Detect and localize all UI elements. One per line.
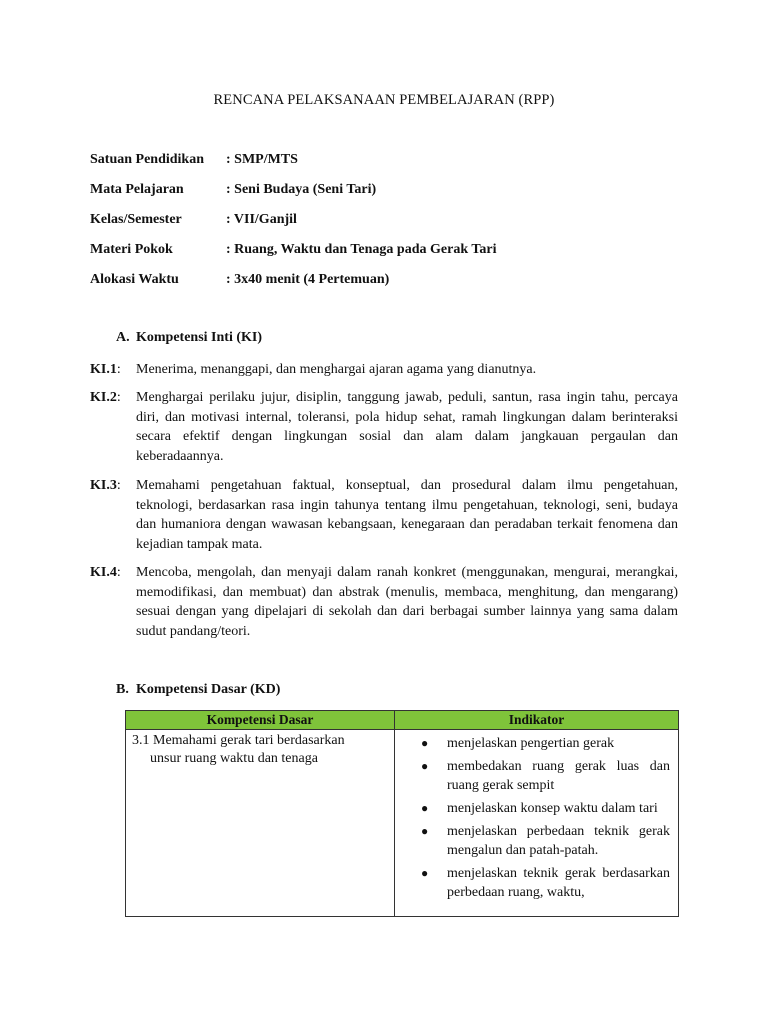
ki-text: Memahami pengetahuan faktual, konseptual, dan prosedural dalam ilmu pengetahuan, teknologi, berdasarkan rasa ingin tahunya tentang ilmu pengetahuan, teknologi, seni, budaya dan humaniora dengan wawasan kebangsaan, kenegaraan dan peradaban terkait fenomena dan kejadian tampak mata. [136,478,678,552]
meta-row-satuan [90,152,497,182]
meta-value: : Seni Budaya (Seni Tari) [226,182,377,197]
header-kompetensi-dasar: Kompetensi Dasar [126,711,395,730]
ki-item-3 [90,476,678,554]
indicator-list [395,730,678,902]
ki-text: Mencoba, mengolah, dan menyaji dalam ranah konkret (menggunakan, mengurai, merangkai, memodifikasi, dan membuat) dan abstrak (menulis, membaca, menghitung, dan mengarang) sesuai dengan yang dipelajari di sekolah dan dari berbagai sumber lainnya yang sama dalam sudut pandang/teori. [136,565,678,639]
section-title: Kompetensi Inti (KI) [136,330,262,345]
header-indikator: Indikator [395,711,679,730]
ki-text: Menerima, menanggapi, dan menghargai ajaran agama yang dianutnya. [136,362,537,377]
meta-row-materi [90,242,497,272]
bullet-icon: ● [421,866,429,880]
meta-label: Kelas/Semester [90,212,182,227]
ki-item-4 [90,563,678,641]
meta-label: Alokasi Waktu [90,272,179,287]
document-title: RENCANA PELAKSANAAN PEMBELAJARAN (RPP) [213,92,555,108]
section-letter: B. [116,682,129,697]
section-letter: A. [116,330,130,345]
kd-line-1: 3.1 Memahami gerak tari berdasarkan [132,733,345,748]
table-row [126,730,679,917]
section-a-heading [116,330,262,346]
ki-label: KI.1: [90,362,121,377]
list-item: ● menjelaskan teknik gerak berdasarkan perbedaan ruang, waktu, [421,866,670,900]
kd-table [125,710,679,917]
bullet-icon: ● [421,824,429,838]
list-item: ● menjelaskan pengertian gerak [421,736,615,751]
meta-value: : Ruang, Waktu dan Tenaga pada Gerak Tari [226,242,497,257]
ki-text: Menghargai perilaku jujur, disiplin, tanggung jawab, peduli, santun, rasa ingin tahu, percaya diri, dan motivasi internal, toleransi, pola hidup sehat, ramah lingkungan dalam berinteraksi secara efektif dengan lingkungan sosial dan alam dalam jangkauan pergaulan dan keberadaannya. [136,390,678,464]
bullet-icon: ● [421,759,429,773]
indicator-cell [395,730,679,917]
kd-line-2: unsur ruang waktu dan tenaga [150,751,318,766]
list-item: ● menjelaskan perbedaan teknik gerak mengalun dan patah-patah. [421,824,670,858]
meta-label: Materi Pokok [90,242,173,257]
ki-item-1 [90,360,678,380]
section-title: Kompetensi Dasar (KD) [136,682,281,697]
meta-label: Satuan Pendidikan [90,152,204,167]
kd-cell [126,730,395,917]
meta-label: Mata Pelajaran [90,182,184,197]
kd-table-header-row [126,711,679,730]
meta-row-mapel [90,182,497,212]
ki-label: KI.4: [90,565,121,580]
meta-value: : 3x40 menit (4 Pertemuan) [226,272,390,287]
ki-label: KI.2: [90,390,121,405]
identity-block [90,152,497,302]
list-item: ● membedakan ruang gerak luas dan ruang gerak sempit [421,759,670,793]
bullet-icon: ● [421,736,429,750]
meta-row-kelas [90,212,497,242]
meta-row-alokasi [90,272,497,302]
ki-item-2 [90,388,678,466]
list-item: ● menjelaskan konsep waktu dalam tari [421,801,658,816]
section-b-heading [116,682,280,698]
bullet-icon: ● [421,801,429,815]
meta-value: : SMP/MTS [226,152,298,167]
kd-number: 3.1 [132,733,150,748]
meta-value: : VII/Ganjil [226,212,297,227]
ki-label: KI.3: [90,478,121,493]
